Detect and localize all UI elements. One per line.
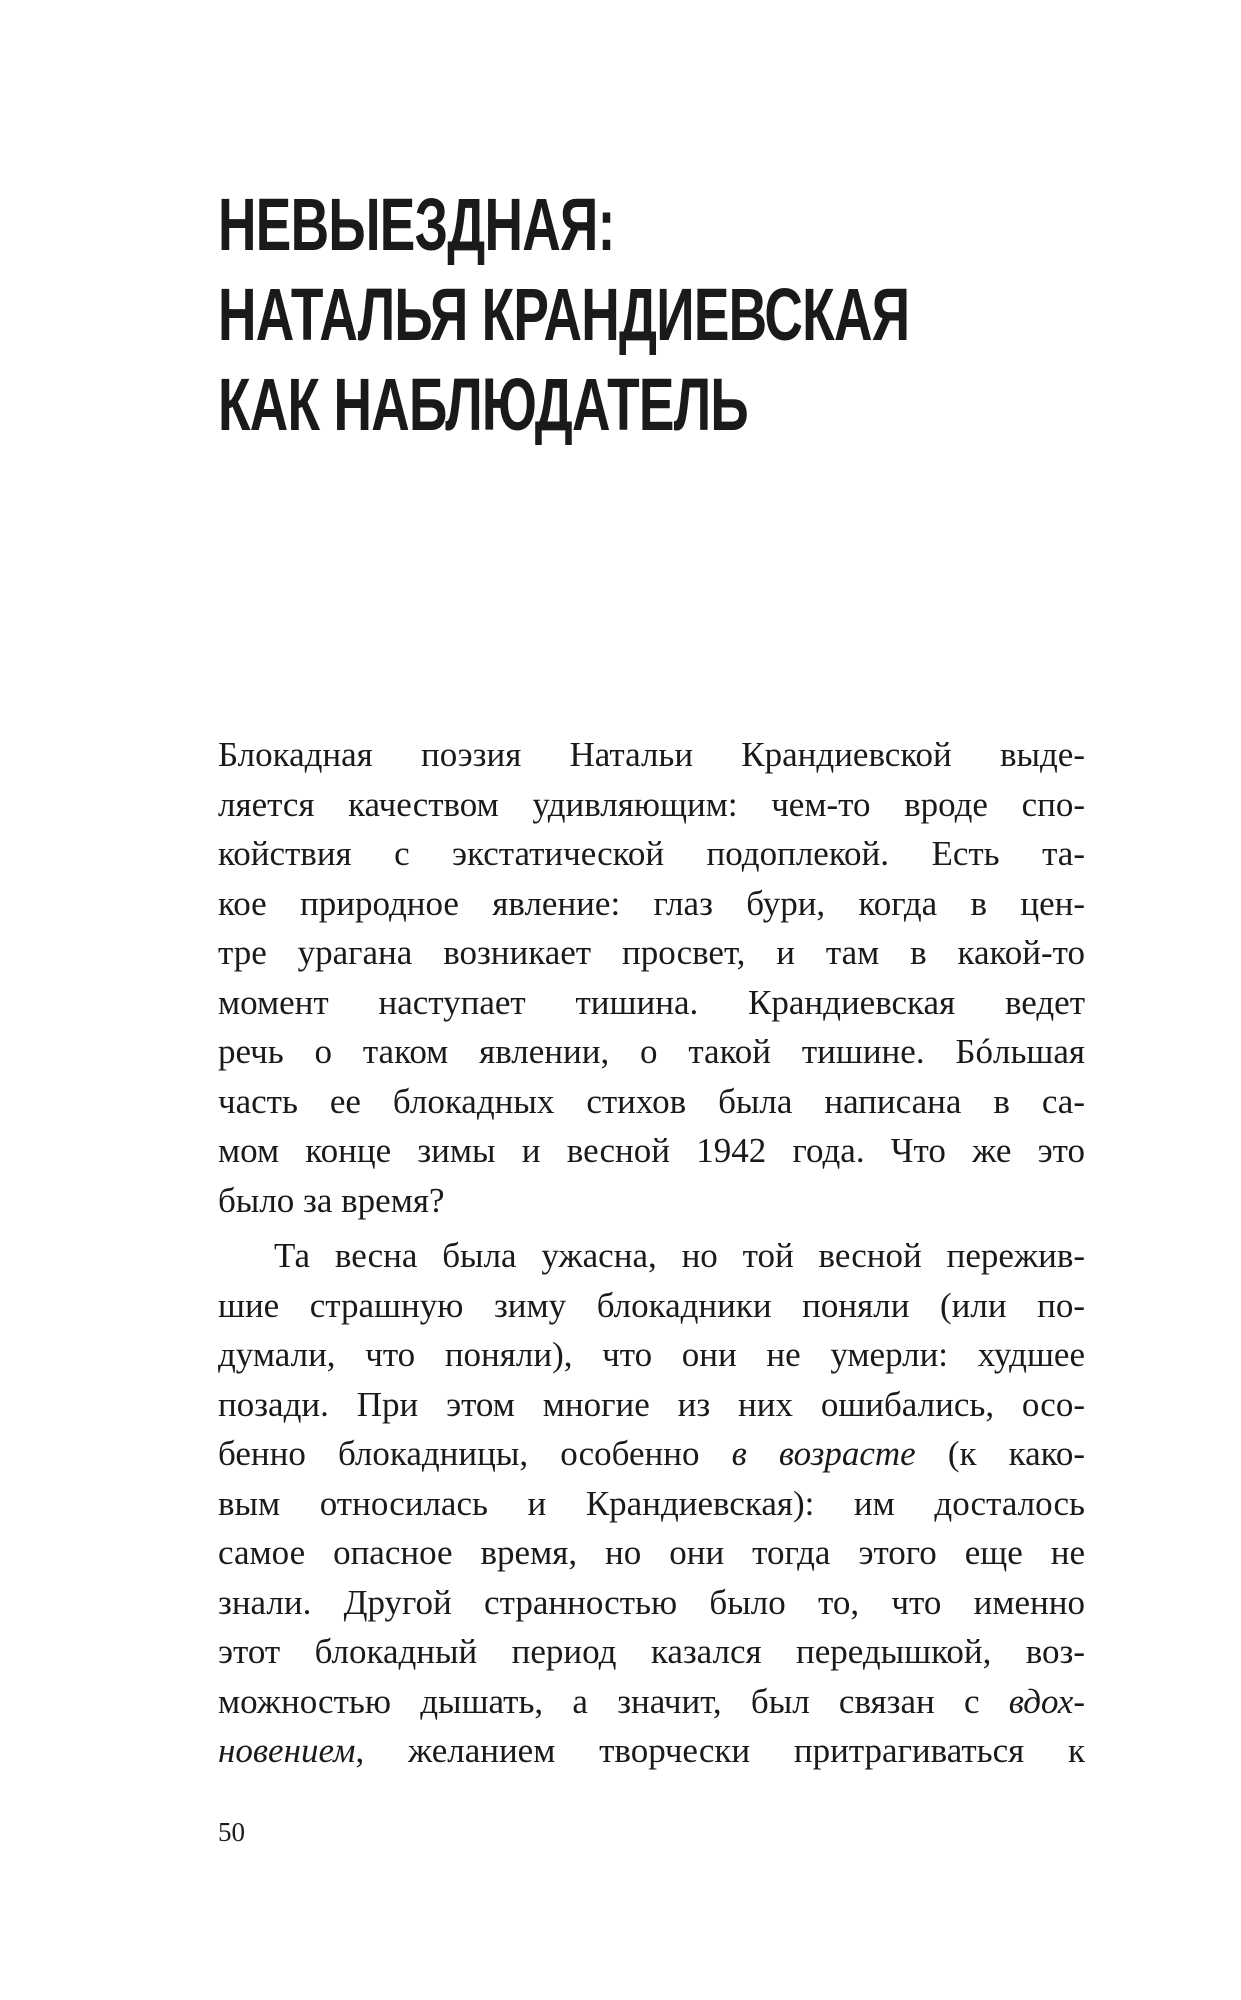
text-line: знали. Другой странностью было то, что именно <box>218 1582 1085 1622</box>
text-line: часть ее блокадных стихов была написана в са- <box>218 1081 1085 1121</box>
text-line: тре урагана возникает просвет, и там в какой-то <box>218 933 1085 972</box>
text-line: Блокадная поэзия Натальи Крандиевской выде- <box>218 735 1085 774</box>
page-number: 50 <box>218 1817 245 1847</box>
text-line: позади. При этом многие из них ошибались, осо- <box>218 1384 1085 1424</box>
text-line: самое опасное время, но они тогда этого еще не <box>218 1533 1085 1572</box>
text-line: кое природное явление: глаз бури, когда в цен- <box>218 883 1085 923</box>
text-line: этот блокадный период казался передышкой, воз- <box>218 1632 1085 1671</box>
text-segment: можностью дышать, а значит, был связан с <box>218 1681 1009 1721</box>
text-line: было за время? <box>218 1180 445 1220</box>
text-line: ляется качеством удивляющим: чем-то вроде спо- <box>218 784 1085 824</box>
text-line <box>218 1677 1085 1727</box>
text-line <box>218 1429 1085 1479</box>
paragraph-1 <box>218 730 1085 1225</box>
text-line: койствия с экстатической подоплекой. Есть та- <box>218 834 1085 873</box>
text-line: вым относилась и Крандиевская): им досталось <box>218 1483 1085 1523</box>
title-line-2: НАТАЛЬЯ КРАНДИЕВСКАЯ <box>218 273 910 356</box>
title-line-1: НЕВЫЕЗДНАЯ: <box>218 183 615 266</box>
text-segment: бенно блокадницы, особенно <box>218 1434 732 1473</box>
body-text <box>218 730 1085 1776</box>
italic-phrase: вдох- <box>1008 1681 1085 1721</box>
chapter-title <box>218 180 910 450</box>
italic-phrase: в возрасте <box>731 1434 916 1473</box>
paragraph-2 <box>218 1231 1085 1776</box>
text-line: думали, что поняли), что они не умерли: худшее <box>218 1335 1085 1374</box>
title-line-3: КАК НАБЛЮДАТЕЛЬ <box>218 363 748 446</box>
text-line: речь о таком явлении, о такой тишине. Бóльшая <box>218 1032 1085 1071</box>
text-line: Та весна была ужасна, но той весной пережив- <box>274 1236 1085 1275</box>
text-segment: , желанием творчески притрагиваться к <box>355 1731 1085 1770</box>
text-line: момент наступает тишина. Крандиевская ведет <box>218 982 1085 1022</box>
italic-phrase: новением <box>218 1731 356 1770</box>
text-line: шие страшную зиму блокадники поняли (или по- <box>218 1285 1085 1325</box>
text-segment: (к како- <box>915 1434 1086 1473</box>
text-line <box>218 1726 1085 1776</box>
text-line: мом конце зимы и весной 1942 года. Что же это <box>218 1131 1085 1170</box>
